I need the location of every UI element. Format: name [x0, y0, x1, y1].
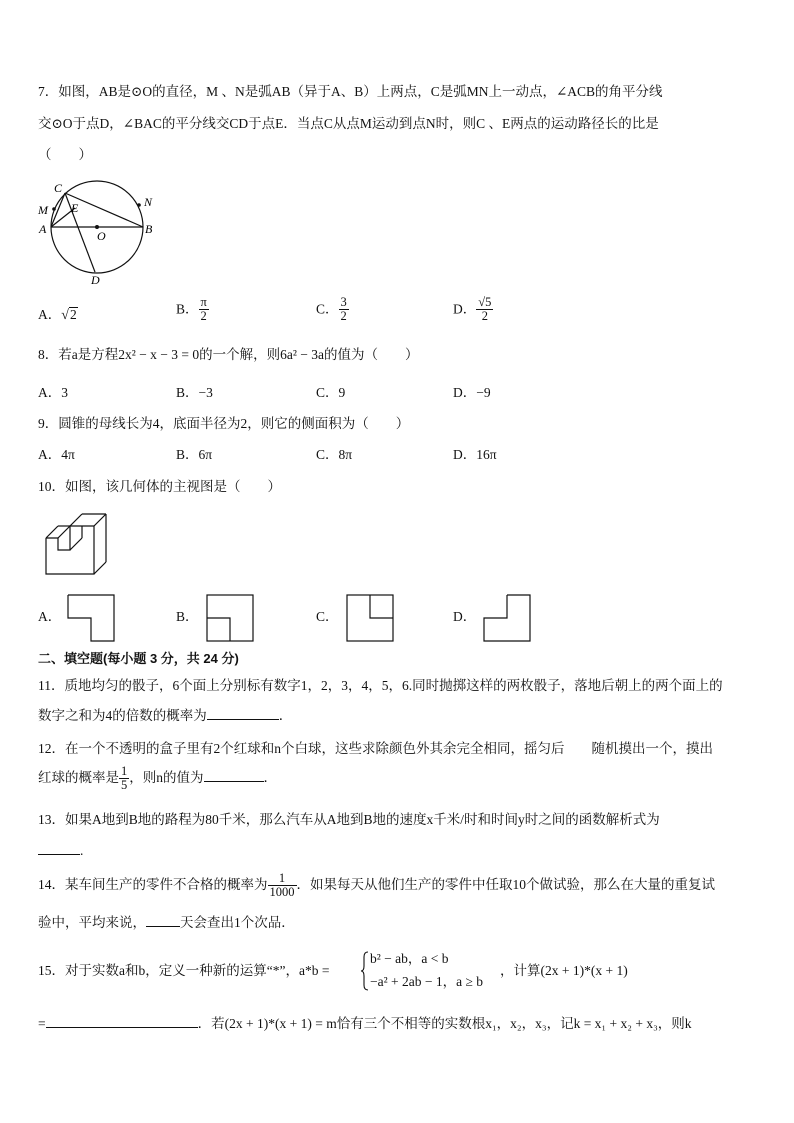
q7-line3: （ ）: [38, 147, 92, 162]
q14-line2: [38, 914, 295, 932]
q7-option-b-label: B．: [176, 301, 199, 317]
point-n: [137, 203, 141, 207]
q7-option-a-value: 2: [69, 307, 77, 322]
segment-cd: [65, 193, 95, 272]
label-n: N: [144, 195, 153, 209]
q10-option-c-label[interactable]: C．: [316, 609, 339, 624]
q12-frac-den: 5: [121, 778, 128, 793]
q8-option-d[interactable]: D．−9: [453, 385, 491, 400]
q15-line2-b: ．若(2x + 1)*(x + 1) = m恰有三个不相等的实数根x₁，x₂，x₃，记k = x₁ + x₂ + x₃，则k: [197, 1016, 692, 1031]
q15-line1-a: 15．对于实数a和b，定义一种新的运算“*”，a*b =: [38, 963, 330, 978]
label-d: D: [91, 273, 100, 287]
q12-line2: 红球的概率是 $\frac{1}{5}$ ，则n的值为 ．: [38, 764, 277, 793]
q10-solid-figure: [44, 512, 114, 582]
label-e: E: [71, 201, 79, 215]
q9-option-c[interactable]: C．8π: [316, 447, 353, 462]
q14-frac-num: 1: [278, 871, 286, 886]
label-c: C: [54, 181, 63, 195]
q11-line2-text: 数字之和为4的倍数的概率为: [38, 708, 207, 723]
q8-option-c[interactable]: C．9: [316, 385, 346, 400]
q13-answer-blank[interactable]: [38, 842, 80, 855]
q7-option-d[interactable]: [453, 296, 493, 323]
label-b: B: [145, 222, 153, 236]
q14-line2-a: 验中，平均来说，: [38, 915, 146, 930]
q9-option-a[interactable]: A．4π: [38, 447, 75, 462]
q15-line2: [38, 1015, 692, 1033]
q14-answer-blank[interactable]: [146, 914, 180, 927]
section-title: 二、填空题(每小题 3 分，共 24 分): [38, 651, 239, 666]
q9-option-b[interactable]: B．6π: [176, 447, 213, 462]
q8-text: 8．若a是方程2x² − x − 3 = 0的一个解，则6a² − 3a的值为（ ）: [38, 347, 419, 362]
q10-option-b-label[interactable]: B．: [176, 609, 199, 624]
label-m: M: [38, 203, 48, 217]
q15-brace: [360, 951, 370, 991]
q7-option-b[interactable]: [176, 296, 209, 323]
q7-line2: 交⊙O于点D，∠BAC的平分线交CD于点E．当点C从点M运动到点N时，则C 、E两点的运动路径长的比是: [38, 116, 659, 131]
q12-line1: 12．在一个不透明的盒子里有2个红球和n个白球，这些求除颜色外其余完全相同，摇匀后 随机摸出一个，摸出: [38, 741, 713, 756]
q8-option-a[interactable]: A．3: [38, 385, 68, 400]
q7-option-b-den: 2: [199, 309, 209, 323]
q10-option-d-label[interactable]: D．: [453, 609, 477, 624]
q7-option-d-label: D．: [453, 301, 477, 317]
q14-frac-den: 1000: [269, 885, 295, 900]
q7-option-c[interactable]: [316, 296, 349, 323]
q7-option-a[interactable]: A．√2: [38, 307, 77, 323]
q10-option-a-label[interactable]: A．: [38, 609, 62, 624]
q10-option-b-shape[interactable]: [206, 594, 256, 644]
q10-option-d-shape[interactable]: [483, 594, 533, 644]
q7-circle-figure: [36, 172, 176, 292]
q12-line2-a: 红球的概率是: [38, 770, 119, 785]
q13-line2: .: [38, 842, 83, 860]
q11-answer-blank[interactable]: [207, 707, 279, 720]
q14-line2-b: 天会查出1个次品．: [180, 915, 295, 930]
q15-line1-b: ，计算(2x + 1)*(x + 1): [500, 963, 628, 978]
q7-option-d-num: √5: [478, 295, 492, 309]
q10-option-a-shape[interactable]: [67, 594, 117, 644]
q13-line1: 13．如果A地到B地的路程为80千米，那么汽车从A地到B地的速度x千米/时和时间y时之间的函数解析式为: [38, 812, 660, 827]
q14-line1-b: ．如果每天从他们生产的零件中任取10个做试验，那么在大量的重复试: [296, 877, 715, 892]
q9-option-d[interactable]: D．16π: [453, 447, 497, 462]
q7-option-c-num: 3: [340, 295, 347, 309]
q15-answer-blank[interactable]: [46, 1015, 198, 1028]
q7-option-c-den: 2: [340, 309, 347, 323]
q12-answer-blank[interactable]: [204, 769, 264, 782]
q11-line1: 11．质地均匀的骰子，6个面上分别标有数字1，2，3，4，5，6.同时抛掷这样的两枚骰子，落地后朝上的两个面上的: [38, 678, 723, 693]
q11-line2: 数字之和为4的倍数的概率为 ．: [38, 708, 293, 723]
q7-option-c-label: C．: [316, 301, 339, 317]
q7-option-a-label: A．: [38, 307, 62, 322]
q14-line1: [38, 870, 715, 900]
q7-line1: 7．如图，AB是⊙O的直径，M 、N是弧AB（异于A、B）上两点，C是弧MN上一动点，∠ACB的角平分线: [38, 84, 663, 99]
q10-option-c-shape[interactable]: [346, 594, 396, 644]
q15-case2: −a² + 2ab − 1，a ≥ b: [370, 974, 484, 989]
q12-line2-b: ，则n的值为: [129, 770, 204, 785]
q7-option-b-num: π: [200, 295, 207, 309]
label-o: O: [97, 229, 106, 243]
q12-frac-num: 1: [121, 764, 128, 779]
q10-text: 10．如图，该几何体的主视图是（ ）: [38, 479, 281, 494]
q7-option-d-den: 2: [476, 309, 493, 323]
label-a: A: [39, 222, 47, 236]
point-m: [52, 207, 56, 211]
q15-line2-a: =: [38, 1016, 46, 1031]
q9-text: 9．圆锥的母线长为4，底面半径为2，则它的侧面积为（ ）: [38, 416, 410, 431]
q15-case1: b² − ab，a < b: [370, 951, 449, 966]
q8-option-b[interactable]: B．−3: [176, 385, 213, 400]
q14-line1-a: 14．某车间生产的零件不合格的概率为: [38, 877, 268, 892]
